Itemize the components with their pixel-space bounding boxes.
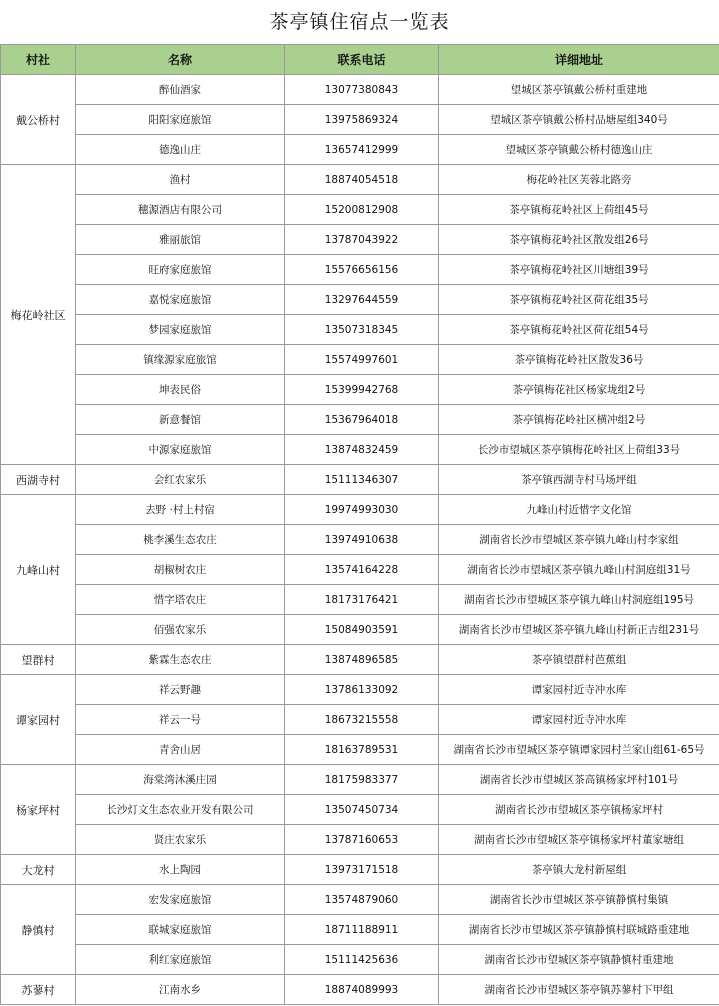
- phone-cell: 18175983377: [285, 765, 439, 795]
- address-cell: 湖南省长沙市望城区茶亭镇九峰山村新正吉组231号: [439, 615, 719, 645]
- phone-cell: 18173176421: [285, 585, 439, 615]
- lodging-name-cell: 新意餐馆: [76, 405, 285, 435]
- table-row: [1, 165, 719, 195]
- address-cell: 茶亭镇梅花岭社区荷花组54号: [439, 315, 719, 345]
- table-row: [1, 795, 719, 825]
- address-cell: 湖南省长沙市望城区茶亭镇静慎村联城路重建地: [439, 915, 719, 945]
- header-village: 村社: [1, 45, 76, 75]
- village-cell: 静慎村: [1, 885, 76, 975]
- table-row: [1, 495, 719, 525]
- table-body: [1, 75, 719, 1005]
- phone-cell: 13077380843: [285, 75, 439, 105]
- lodging-name-cell: 镇缘源家庭旅馆: [76, 345, 285, 375]
- table-row: [1, 375, 719, 405]
- phone-cell: 18874054518: [285, 165, 439, 195]
- table-row: [1, 135, 719, 165]
- address-cell: 湖南省长沙市望城区茶亭镇谭家园村兰家山组61-65号: [439, 735, 719, 765]
- table-row: [1, 435, 719, 465]
- address-cell: 谭家园村近寺冲水库: [439, 705, 719, 735]
- phone-cell: 18163789531: [285, 735, 439, 765]
- village-cell: 西湖寺村: [1, 465, 76, 495]
- table-row: [1, 885, 719, 915]
- table-row: [1, 855, 719, 885]
- address-cell: 湖南省长沙市望城区茶高镇杨家坪村101号: [439, 765, 719, 795]
- address-cell: 茶亭镇梅花岭社区散发36号: [439, 345, 719, 375]
- address-cell: 茶亭镇梅花岭社区荷花组35号: [439, 285, 719, 315]
- phone-cell: 13657412999: [285, 135, 439, 165]
- address-cell: 茶亭镇梅花社区杨家垅组2号: [439, 375, 719, 405]
- phone-cell: 13574164228: [285, 555, 439, 585]
- address-cell: 茶亭镇梅花岭社区横冲组2号: [439, 405, 719, 435]
- table-row: [1, 765, 719, 795]
- table-row: [1, 255, 719, 285]
- header-row: [1, 45, 719, 75]
- table-row: [1, 525, 719, 555]
- village-cell: 九峰山村: [1, 495, 76, 645]
- phone-cell: 13507450734: [285, 795, 439, 825]
- phone-cell: 18673215558: [285, 705, 439, 735]
- address-cell: 湖南省长沙市望城区茶亭镇九峰山村洞庭组31号: [439, 555, 719, 585]
- address-cell: 梅花岭社区芙蓉北路旁: [439, 165, 719, 195]
- phone-cell: 18711188911: [285, 915, 439, 945]
- table-row: [1, 75, 719, 105]
- phone-cell: 13787160653: [285, 825, 439, 855]
- lodging-name-cell: 惜字塔农庄: [76, 585, 285, 615]
- address-cell: 望城区茶亭镇戴公桥村重建地: [439, 75, 719, 105]
- table-row: [1, 585, 719, 615]
- phone-cell: 15111425636: [285, 945, 439, 975]
- lodging-name-cell: 德逸山庄: [76, 135, 285, 165]
- phone-cell: 15367964018: [285, 405, 439, 435]
- table-row: [1, 645, 719, 675]
- lodging-name-cell: 雅丽旅馆: [76, 225, 285, 255]
- lodging-name-cell: 旺府家庭旅馆: [76, 255, 285, 285]
- lodging-name-cell: 穗源酒店有限公司: [76, 195, 285, 225]
- table-row: [1, 945, 719, 975]
- phone-cell: 15200812908: [285, 195, 439, 225]
- phone-cell: 13786133092: [285, 675, 439, 705]
- village-cell: 梅花岭社区: [1, 165, 76, 465]
- phone-cell: 13874896585: [285, 645, 439, 675]
- village-cell: 戴公桥村: [1, 75, 76, 165]
- lodging-name-cell: 去野 ·村上村宿: [76, 495, 285, 525]
- village-cell: 苏蓼村: [1, 975, 76, 1005]
- address-cell: 望城区茶亭镇戴公桥村德逸山庄: [439, 135, 719, 165]
- phone-cell: 18874089993: [285, 975, 439, 1005]
- lodging-name-cell: 嘉悦家庭旅馆: [76, 285, 285, 315]
- lodging-name-cell: 利红家庭旅馆: [76, 945, 285, 975]
- lodging-name-cell: 会红农家乐: [76, 465, 285, 495]
- address-cell: 湖南省长沙市望城区茶亭镇杨家坪村: [439, 795, 719, 825]
- table-row: [1, 405, 719, 435]
- table-row: [1, 615, 719, 645]
- address-cell: 茶亭镇梅花岭社区上荷组45号: [439, 195, 719, 225]
- lodging-name-cell: 梦园家庭旅馆: [76, 315, 285, 345]
- lodging-name-cell: 中源家庭旅馆: [76, 435, 285, 465]
- table-row: [1, 105, 719, 135]
- phone-cell: 13574879060: [285, 885, 439, 915]
- lodging-name-cell: 江南水乡: [76, 975, 285, 1005]
- address-cell: 茶亭镇梅花岭社区散发组26号: [439, 225, 719, 255]
- table-row: [1, 825, 719, 855]
- table-row: [1, 555, 719, 585]
- address-cell: 湖南省长沙市望城区茶亭镇静慎村重建地: [439, 945, 719, 975]
- lodging-name-cell: 桃李溪生态农庄: [76, 525, 285, 555]
- lodging-name-cell: 长沙灯文生态农业开发有限公司: [76, 795, 285, 825]
- lodging-table: [0, 44, 719, 1005]
- table-row: [1, 315, 719, 345]
- village-cell: 望群村: [1, 645, 76, 675]
- phone-cell: 13507318345: [285, 315, 439, 345]
- lodging-name-cell: 醉仙酒家: [76, 75, 285, 105]
- lodging-name-cell: 阳阳家庭旅馆: [76, 105, 285, 135]
- lodging-name-cell: 渔村: [76, 165, 285, 195]
- phone-cell: 13974910638: [285, 525, 439, 555]
- lodging-name-cell: 宏发家庭旅馆: [76, 885, 285, 915]
- header-name: 名称: [76, 45, 285, 75]
- address-cell: 湖南省长沙市望城区茶亭镇静慎村集镇: [439, 885, 719, 915]
- phone-cell: 15399942768: [285, 375, 439, 405]
- address-cell: 湖南省长沙市望城区茶亭镇九峰山村李家组: [439, 525, 719, 555]
- phone-cell: 15111346307: [285, 465, 439, 495]
- lodging-name-cell: 祥云野趣: [76, 675, 285, 705]
- phone-cell: 13975869324: [285, 105, 439, 135]
- address-cell: 望城区茶亭镇戴公桥村品塘屋组340号: [439, 105, 719, 135]
- table-row: [1, 225, 719, 255]
- lodging-name-cell: 紫霖生态农庄: [76, 645, 285, 675]
- lodging-name-cell: 佰强农家乐: [76, 615, 285, 645]
- page-title: 茶亭镇住宿点一览表: [269, 11, 450, 33]
- table-row: [1, 705, 719, 735]
- address-cell: 茶亭镇梅花岭社区川塘组39号: [439, 255, 719, 285]
- table-row: [1, 195, 719, 225]
- phone-cell: 19974993030: [285, 495, 439, 525]
- phone-cell: 13297644559: [285, 285, 439, 315]
- phone-cell: 13874832459: [285, 435, 439, 465]
- phone-cell: 15574997601: [285, 345, 439, 375]
- address-cell: 茶亭镇大龙村新屋组: [439, 855, 719, 885]
- table-row: [1, 285, 719, 315]
- lodging-name-cell: 坤表民俗: [76, 375, 285, 405]
- phone-cell: 15576656156: [285, 255, 439, 285]
- phone-cell: 13787043922: [285, 225, 439, 255]
- village-cell: 谭家园村: [1, 675, 76, 765]
- address-cell: 九峰山村近惜字文化馆: [439, 495, 719, 525]
- village-cell: 大龙村: [1, 855, 76, 885]
- table-row: [1, 975, 719, 1005]
- table-row: [1, 345, 719, 375]
- address-cell: 谭家园村近寺冲水库: [439, 675, 719, 705]
- address-cell: 长沙市望城区茶亭镇梅花岭社区上荷组33号: [439, 435, 719, 465]
- table-row: [1, 675, 719, 705]
- lodging-name-cell: 贤庄农家乐: [76, 825, 285, 855]
- address-cell: 湖南省长沙市望城区茶亭镇九峰山村洞庭组195号: [439, 585, 719, 615]
- phone-cell: 13973171518: [285, 855, 439, 885]
- address-cell: 湖南省长沙市望城区茶亭镇苏蓼村下甲组: [439, 975, 719, 1005]
- address-cell: 茶亭镇西湖寺村马场坪组: [439, 465, 719, 495]
- lodging-name-cell: 胡椒树农庄: [76, 555, 285, 585]
- phone-cell: 15084903591: [285, 615, 439, 645]
- lodging-name-cell: 青舍山居: [76, 735, 285, 765]
- lodging-name-cell: 联城家庭旅馆: [76, 915, 285, 945]
- lodging-name-cell: 海棠湾沐溪庄园: [76, 765, 285, 795]
- header-address: 详细地址: [439, 45, 719, 75]
- village-cell: 杨家坪村: [1, 765, 76, 855]
- table-row: [1, 735, 719, 765]
- address-cell: 湖南省长沙市望城区茶亭镇杨家坪村董家塘组: [439, 825, 719, 855]
- table-row: [1, 465, 719, 495]
- table-row: [1, 915, 719, 945]
- lodging-name-cell: 祥云一号: [76, 705, 285, 735]
- lodging-name-cell: 水上陶园: [76, 855, 285, 885]
- address-cell: 茶亭镇望群村芭蕉组: [439, 645, 719, 675]
- header-phone: 联系电话: [285, 45, 439, 75]
